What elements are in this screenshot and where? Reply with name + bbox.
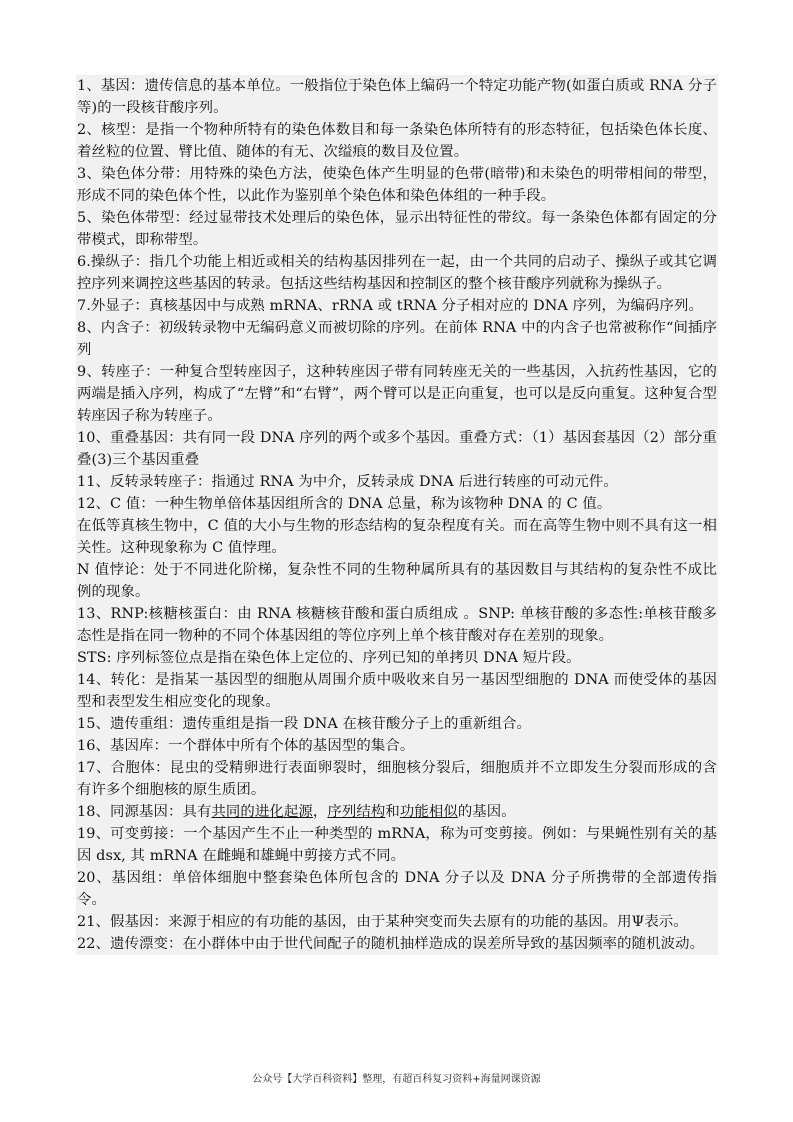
homolog-term-origin: 共同的进化起源 <box>211 804 313 820</box>
paragraph-alternative-splicing: 19、可变剪接：一个基因产生不止一种类型的 mRNA，称为可变剪接。例如：与果蝇性别有关的基因 dsx, 其 mRNA 在雌蝇和雄蝇中剪接方式不同。 <box>76 823 718 867</box>
document-body <box>76 75 718 955</box>
paragraph-transformation: 14、转化：是指某一基因型的细胞从周围介质中吸收来自另一基因型细胞的 DNA 而使受体的基因型和表型发生相应变化的现象。 <box>76 669 718 713</box>
paragraph-genetic-drift: 22、遗传漂变：在小群体中由于世代间配子的随机抽样造成的误差所导致的基因频率的随机波动。 <box>76 933 718 955</box>
homolog-lead: 18、同源基因：具有 <box>77 804 212 820</box>
paragraph-n-value-paradox: N 值悖论：处于不同进化阶梯，复杂性不同的生物种属所具有的基因数目与其结构的复杂性不成比例的现象。 <box>76 559 718 603</box>
paragraph-gene: 1、基因：遗传信息的基本单位。一般指位于染色体上编码一个特定功能产物(如蛋白质或 RNA 分子等)的一段核苷酸序列。 <box>76 75 718 119</box>
paragraph-retrotransposon: 11、反转录转座子：指通过 RNA 为中介，反转录成 DNA 后进行转座的可动元件。 <box>76 471 718 493</box>
paragraph-overlapping-gene: 10、重叠基因：共有同一段 DNA 序列的两个或多个基因。重叠方式：（1）基因套基因（2）部分重叠(3)三个基因重叠 <box>76 427 718 471</box>
paragraph-homologous-gene <box>76 801 718 823</box>
paragraph-intron: 8、内含子：初级转录物中无编码意义而被切除的序列。在前体 RNA 中的内含子也常被称作“间插序列 <box>76 317 718 361</box>
paragraph-syncytium: 17、合胞体：昆虫的受精卵进行表面卵裂时，细胞核分裂后，细胞质并不立即发生分裂而形成的含有许多个细胞核的原生质团。 <box>76 757 718 801</box>
paragraph-rnp-snp: 13、RNP:核糖核蛋白：由 RNA 核糖核苷酸和蛋白质组成 。SNP: 单核苷酸的多态性:单核苷酸多态性是指在同一物种的不同个体基因组的等位序列上单个核苷酸对存在差别的现象。 <box>76 603 718 647</box>
paragraph-gene-pool: 16、基因库：一个群体中所有个体的基因型的集合。 <box>76 735 718 757</box>
paragraph-genome: 20、基因组：单倍体细胞中整套染色体所包含的 DNA 分子以及 DNA 分子所携带的全部遗传指令。 <box>76 867 718 911</box>
homolog-term-structure: 序列结构 <box>327 804 386 820</box>
homolog-sep-1: ， <box>312 804 328 820</box>
homolog-sep-2: 和 <box>385 804 400 820</box>
paragraph-sts: STS: 序列标签位点是指在染色体上定位的、序列已知的单拷贝 DNA 短片段。 <box>76 647 718 669</box>
homolog-term-function: 功能相似 <box>399 804 458 820</box>
paragraph-operon: 6.操纵子：指几个功能上相近或相关的结构基因排列在一起，由一个共同的启动子、操纵子或其它调控序列来调控这些基因的转录。包括这些结构基因和控制区的整个核苷酸序列就称为操纵子。 <box>76 251 718 295</box>
page-footer: 公众号【大学百科资料】整理，有超百科复习资料+海量网课资源 <box>252 1074 541 1085</box>
paragraph-c-value-paradox: 在低等真核生物中，C 值的大小与生物的形态结构的复杂程度有关。而在高等生物中则不具有这一相关性。这种现象称为 C 值悖理。 <box>76 515 718 559</box>
paragraph-band-pattern: 5、染色体带型：经过显带技术处理后的染色体，显示出特征性的带纹。每一条染色体都有固定的分带模式，即称带型。 <box>76 207 718 251</box>
homolog-tail: 的基因。 <box>457 804 516 820</box>
paragraph-chromosome-banding: 3、染色体分带：用特殊的染色方法，使染色体产生明显的色带(暗带)和未染色的明带相间的带型，形成不同的染色体个性，以此作为鉴别单个染色体和染色体组的一种手段。 <box>76 163 718 207</box>
paragraph-karyotype: 2、核型：是指一个物种所特有的染色体数目和每一条染色体所特有的形态特征，包括染色体长度、着丝粒的位置、臂比值、随体的有无、次缢痕的数目及位置。 <box>76 119 718 163</box>
paragraph-c-value: 12、C 值：一种生物单倍体基因组所含的 DNA 总量，称为该物种 DNA 的 C 值。 <box>76 493 718 515</box>
paragraph-recombination: 15、遗传重组：遗传重组是指一段 DNA 在核苷酸分子上的重新组合。 <box>76 713 718 735</box>
paragraph-transposon: 9、转座子：一种复合型转座因子，这种转座因子带有同转座无关的一些基因，入抗药性基因，它的两端是插入序列，构成了“左臂”和“右臂”，两个臂可以是正向重复，也可以是反向重复。这种复合型转座因子称为转座子。 <box>76 361 718 427</box>
paragraph-exon: 7.外显子：真核基因中与成熟 mRNA、rRNA 或 tRNA 分子相对应的 DNA 序列，为编码序列。 <box>76 295 718 317</box>
paragraph-pseudogene: 21、假基因：来源于相应的有功能的基因，由于某种突变而失去原有的功能的基因。用Ψ表示。 <box>76 911 718 933</box>
